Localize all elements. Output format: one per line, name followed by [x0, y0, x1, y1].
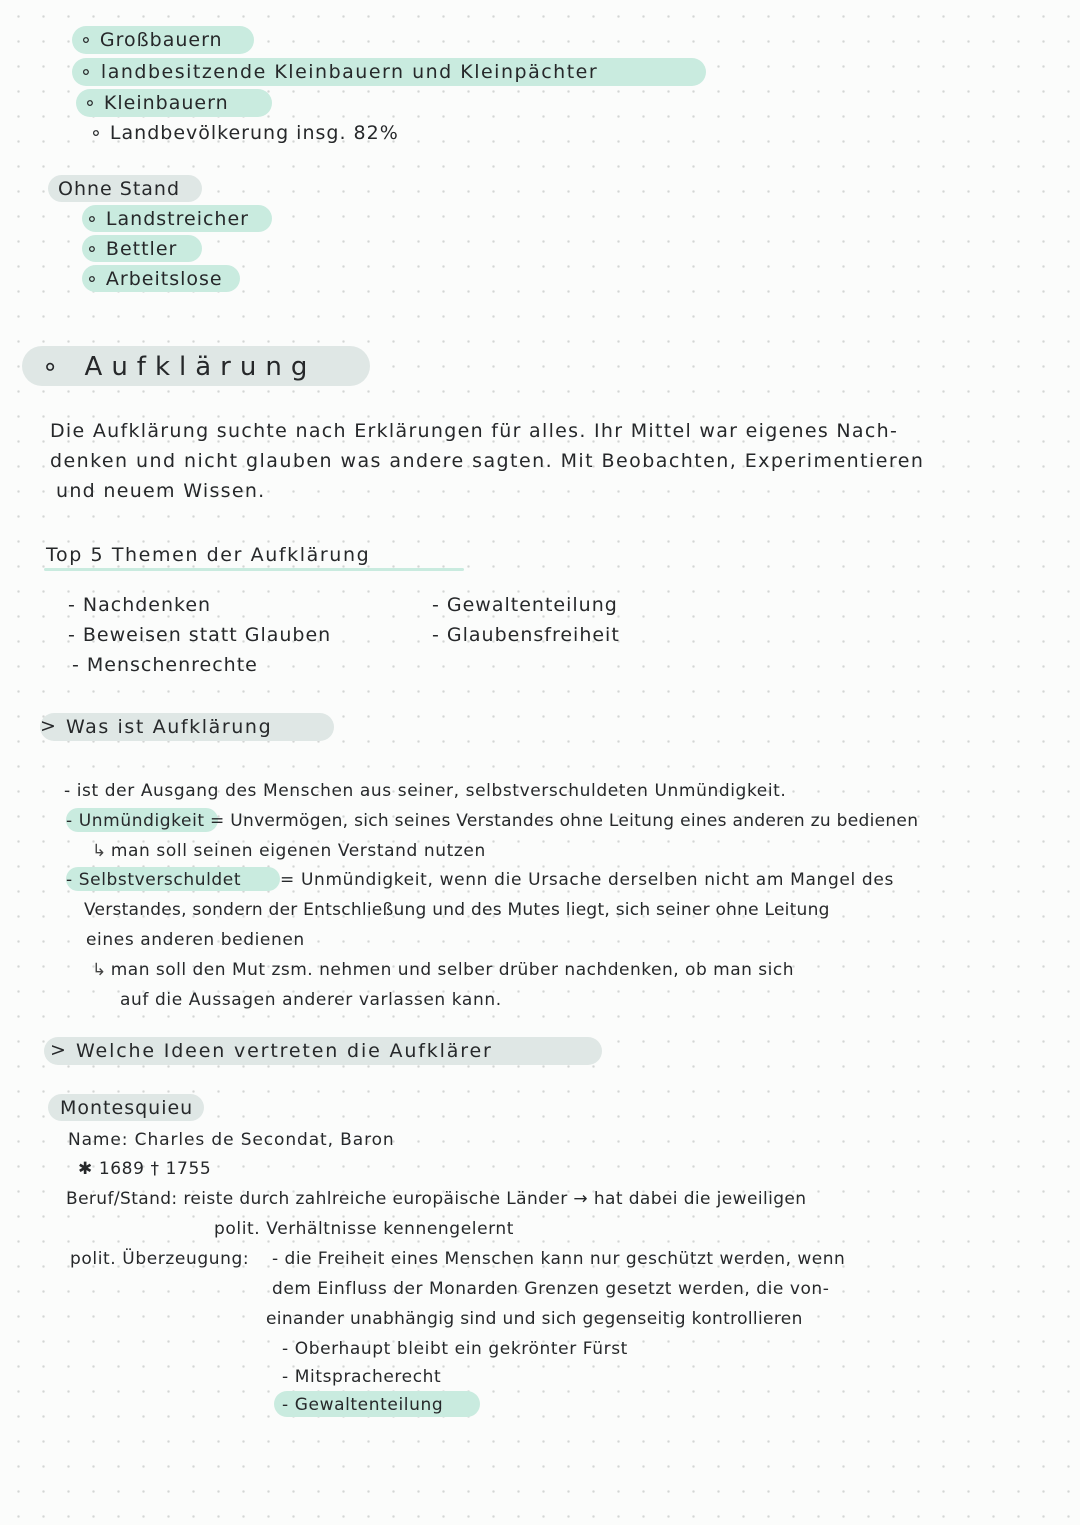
ohne-stand-item: ∘ Arbeitslose [86, 268, 223, 290]
conclusion-line [92, 957, 794, 983]
definition-line: Verstandes, sondern der Entschließung und des Mutes liegt, sich seiner ohne Leitung [84, 900, 830, 920]
term-unmuendigkeit: - Unmündigkeit [66, 811, 205, 831]
definition-line: = Unvermögen, sich seines Verstandes ohne Leitung eines anderen zu bedienen [210, 811, 919, 831]
beruf-line: polit. Verhältnisse kennengelernt [214, 1219, 515, 1239]
stand-item-landbevoelkerung: ∘ Landbevölkerung insg. 82% [90, 122, 399, 144]
definition-line: auf die Aussagen anderer varlassen kann. [120, 990, 502, 1010]
stand-item-landbesitzende: ∘ landbesitzende Kleinbauern und Kleinpächter [80, 61, 599, 83]
conclusion-text: man soll seinen eigenen Verstand nutzen [110, 841, 486, 861]
dates-line: ✱ 1689 † 1755 [78, 1159, 212, 1179]
ueberzeugung-line: - die Freiheit eines Menschen kann nur geschützt werden, wenn [272, 1249, 846, 1269]
definition-line: eines anderen bedienen [86, 930, 305, 950]
themen-item: - Glaubensfreiheit [432, 624, 620, 646]
stand-item-grossbauern: ∘ Großbauern [80, 29, 223, 51]
themen-underline [44, 568, 464, 571]
term-selbstverschuldet: - Selbstverschuldet [66, 870, 242, 890]
beruf-line: Beruf/Stand: reiste durch zahlreiche europäische Länder → hat dabei die jeweiligen [66, 1189, 807, 1209]
section-title-aufklaerung: ∘ Aufklärung [42, 352, 317, 382]
intro-line: und neuem Wissen. [56, 480, 266, 502]
return-arrow-icon: ↳ [92, 841, 107, 861]
conclusion-line [92, 838, 486, 864]
themen-item: - Gewaltenteilung [432, 594, 618, 616]
was-ist-heading: Was ist Aufklärung [66, 716, 273, 738]
conclusion-text: man soll den Mut zsm. nehmen und selber drüber nachdenken, ob man sich [110, 960, 794, 980]
themen-item: - Menschenrechte [72, 654, 258, 676]
intro-line: denken und nicht glauben was andere sagten. Mit Beobachten, Experimentieren [50, 450, 925, 472]
definition-line: - ist der Ausgang des Menschen aus seiner, selbstverschuldeten Unmündigkeit. [64, 781, 787, 801]
ueberzeugung-line: - Oberhaupt bleibt ein gekrönter Fürst [282, 1339, 628, 1359]
ohne-stand-heading: Ohne Stand [58, 178, 181, 200]
themen-item: - Nachdenken [68, 594, 212, 616]
ohne-stand-item: ∘ Landstreicher [86, 208, 249, 230]
stand-item-kleinbauern: ∘ Kleinbauern [84, 92, 229, 114]
ohne-stand-item: ∘ Bettler [86, 238, 178, 260]
themen-item: - Beweisen statt Glauben [68, 624, 332, 646]
definition-line: = Unmündigkeit, wenn die Ursache derselben nicht am Mangel des [280, 870, 894, 890]
ueberzeugung-line: - Mitspracherecht [282, 1367, 442, 1387]
intro-line: Die Aufklärung suchte nach Erklärungen für alles. Ihr Mittel war eigenes Nach- [50, 420, 899, 442]
ueberzeugung-label: polit. Überzeugung: [70, 1249, 250, 1269]
return-arrow-icon: ↳ [92, 960, 107, 980]
montesquieu-heading: Montesquieu [60, 1097, 194, 1119]
themen-heading: Top 5 Themen der Aufklärung [46, 544, 371, 566]
arrow-icon: > [50, 1039, 67, 1061]
ideen-heading: Welche Ideen vertreten die Aufklärer [76, 1040, 493, 1062]
arrow-icon: > [40, 715, 57, 737]
ueberzeugung-line: dem Einfluss der Monarden Grenzen gesetzt werden, die von- [272, 1279, 830, 1299]
ueberzeugung-line: - Gewaltenteilung [282, 1395, 444, 1415]
ueberzeugung-line: einander unabhängig sind und sich gegenseitig kontrollieren [266, 1309, 803, 1329]
name-line: Name: Charles de Secondat, Baron [68, 1130, 395, 1150]
